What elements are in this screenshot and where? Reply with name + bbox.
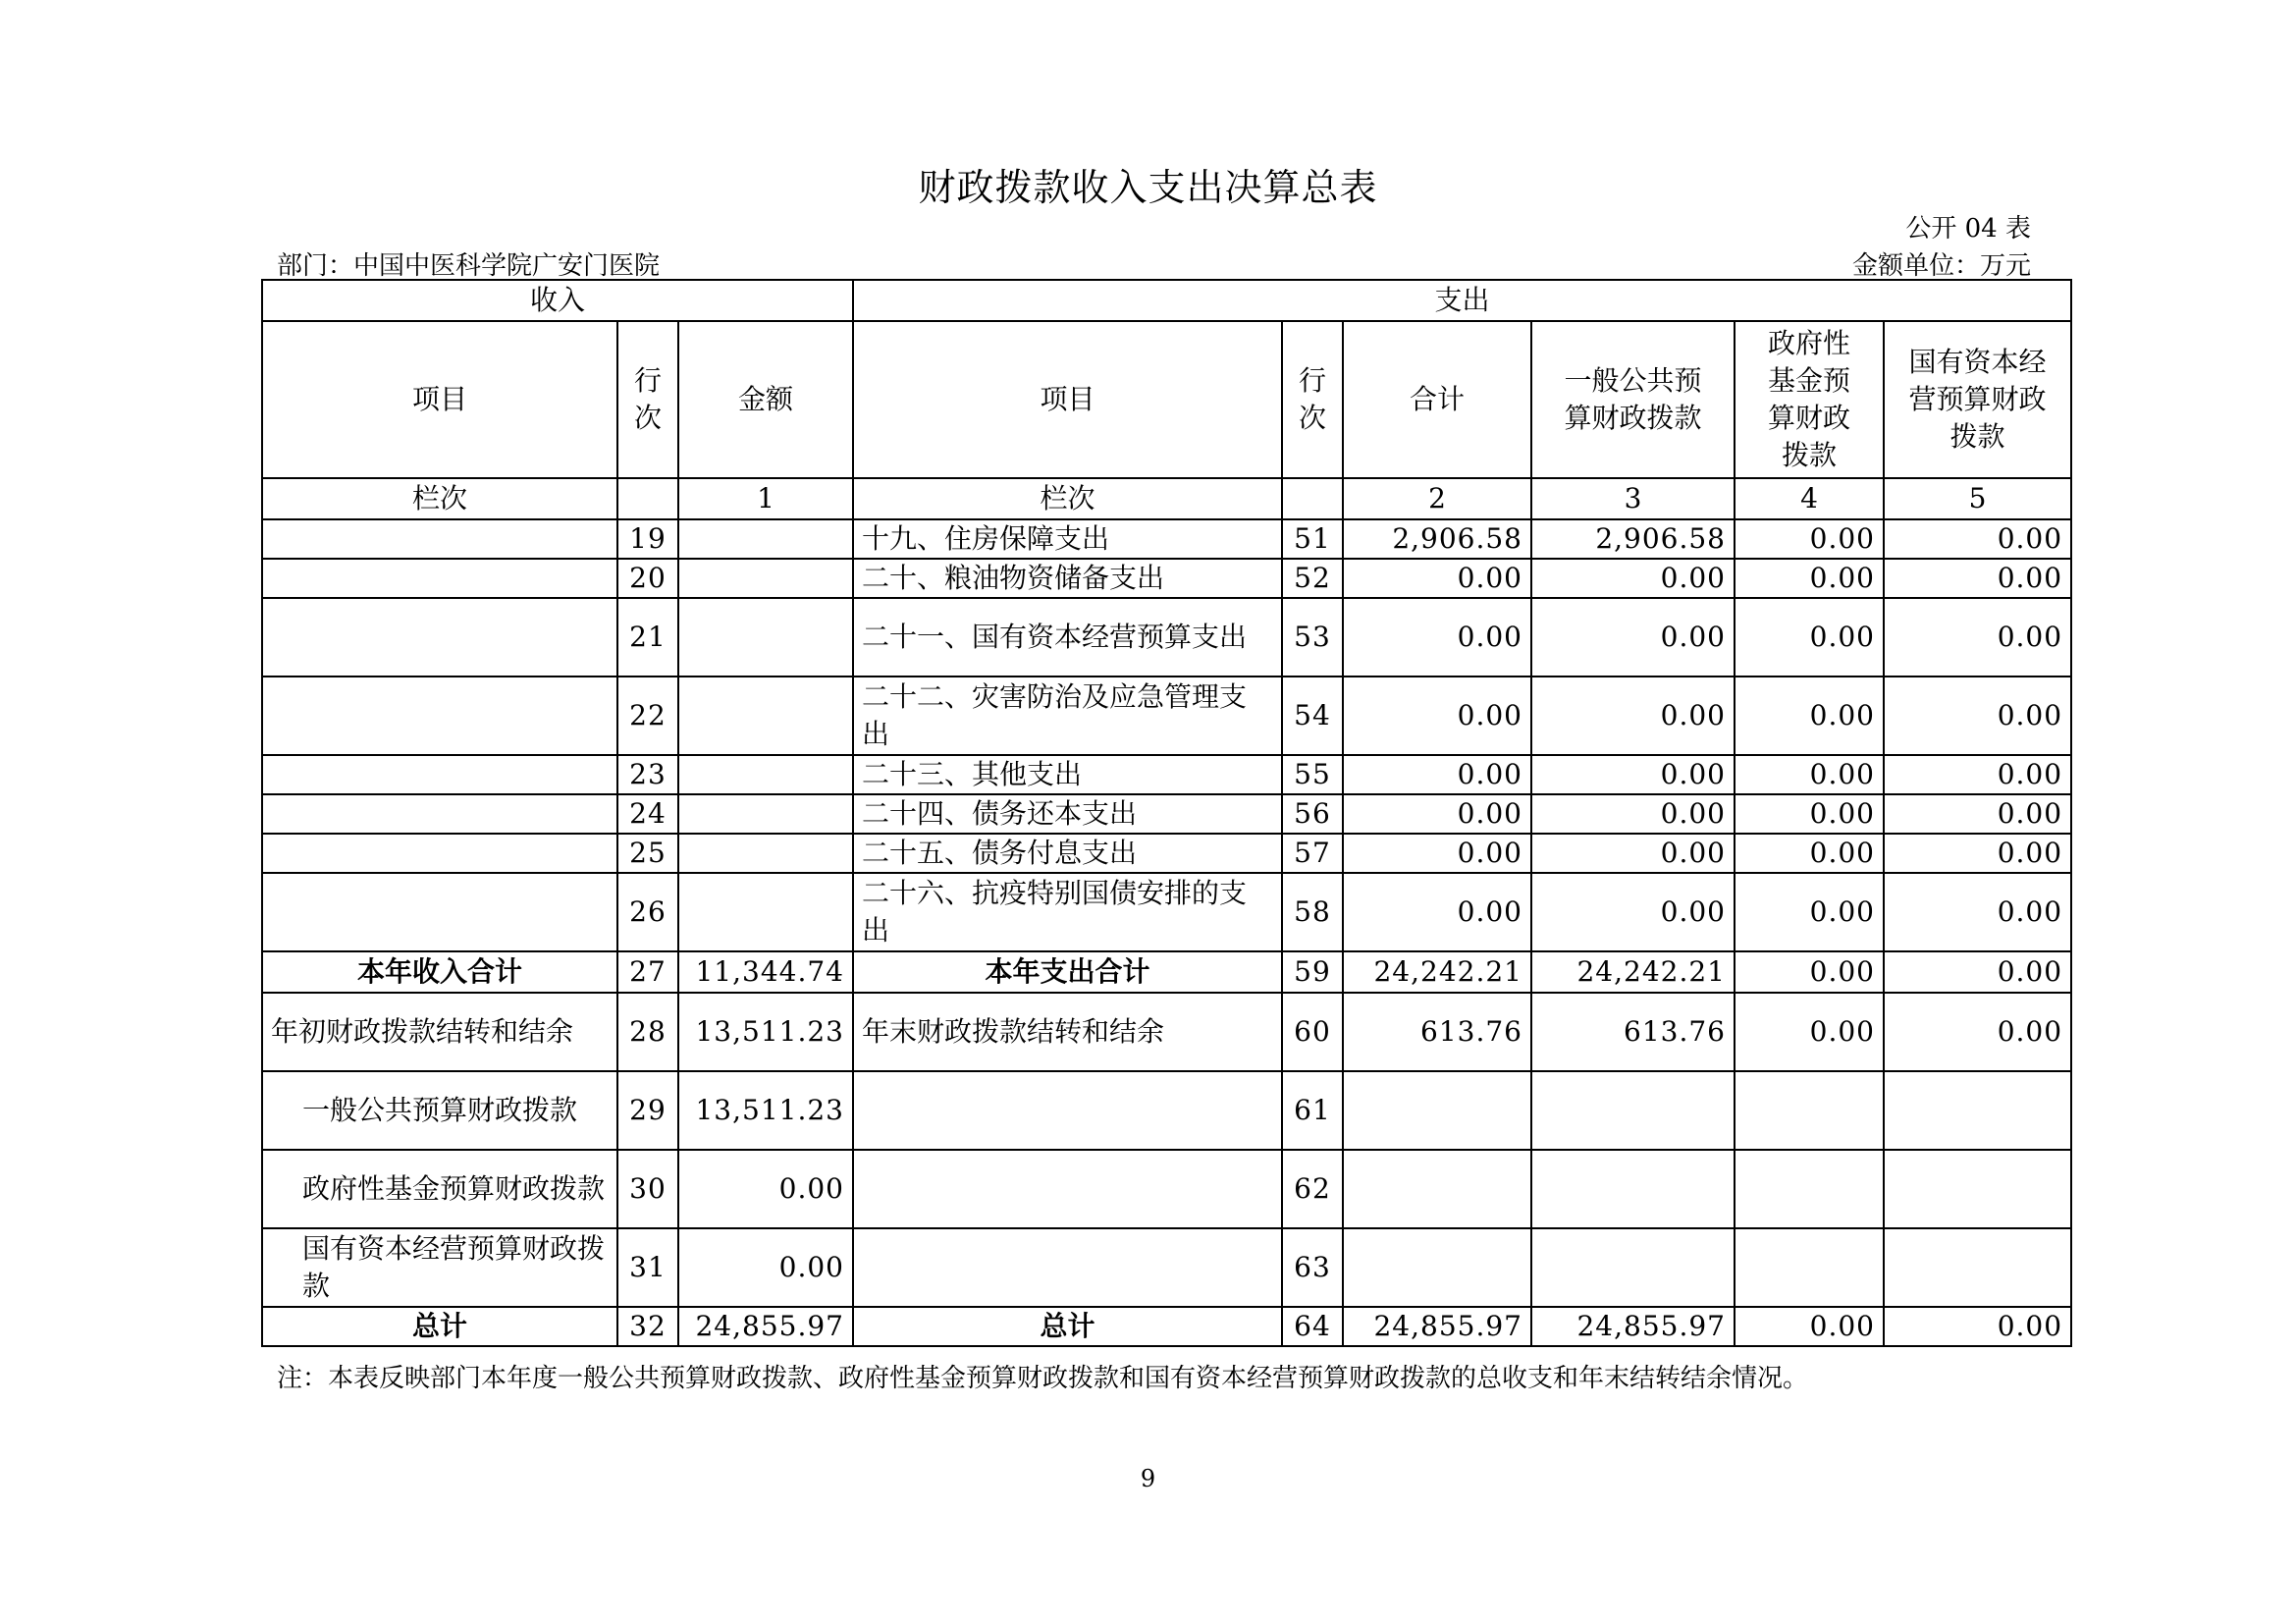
gov-fund-value: 0.00 [1735,559,1884,598]
expense-item: 二十、粮油物资储备支出 [853,559,1282,598]
income-subtotal-label: 本年收入合计 [262,951,617,993]
income-row-no-header: 行次 [617,321,678,478]
total-value: 613.76 [1343,993,1531,1071]
state-capital-value [1884,1228,2071,1307]
income-row-no: 24 [617,794,678,834]
state-capital-header: 国有资本经营预算财政拨款 [1884,321,2071,478]
income-row-no: 20 [617,559,678,598]
gov-fund-value: 0.00 [1735,598,1884,677]
table-row [262,677,2071,755]
total-value [1343,1228,1531,1307]
col-1: 1 [678,478,853,519]
expense-item [853,1150,1282,1228]
state-capital-value: 0.00 [1884,677,2071,755]
expense-row-no: 62 [1282,1150,1343,1228]
col-5: 5 [1884,478,2071,519]
expense-row-no: 64 [1282,1307,1343,1346]
col-label-blank [617,478,678,519]
general-value: 0.00 [1531,598,1735,677]
gov-fund-value [1735,1071,1884,1150]
state-capital-value [1884,1071,2071,1150]
table-row [262,598,2071,677]
col-4: 4 [1735,478,1884,519]
income-item [262,559,617,598]
total-value [1343,1071,1531,1150]
header-columns-row [262,321,2071,478]
total-value: 0.00 [1343,873,1531,951]
general-value: 0.00 [1531,559,1735,598]
income-header: 收入 [262,280,853,321]
state-capital-value: 0.00 [1884,873,2071,951]
income-amount [678,755,853,794]
col-2: 2 [1343,478,1531,519]
general-value [1531,1228,1735,1307]
income-amount [678,794,853,834]
income-item [262,598,617,677]
total-header: 合计 [1343,321,1531,478]
income-row-no: 32 [617,1307,678,1346]
income-amount: 0.00 [678,1228,853,1307]
income-row-no: 23 [617,755,678,794]
budget-table [261,279,2072,1347]
gov-fund-value: 0.00 [1735,1307,1884,1346]
exp-col-label: 栏次 [853,478,1282,519]
state-capital-value: 0.00 [1884,834,2071,873]
state-capital-value: 0.00 [1884,755,2071,794]
page-number: 9 [1140,1465,1156,1492]
income-row-no: 26 [617,873,678,951]
gov-fund-header: 政府性基金预算财政拨款 [1735,321,1884,478]
unit-label: 金额单位：万元 [1851,251,2031,281]
income-row-no: 25 [617,834,678,873]
grand-total-row [262,1307,2071,1346]
page-title: 财政拨款收入支出决算总表 [918,166,1378,209]
expense-row-no: 60 [1282,993,1343,1071]
expense-row-no: 59 [1282,951,1343,993]
table-row [262,834,2071,873]
general-value [1531,1071,1735,1150]
expense-row-no-header: 行次 [1282,321,1343,478]
expense-grand-total-label: 总计 [853,1307,1282,1346]
table-row [262,873,2071,951]
income-item [262,519,617,559]
general-value [1531,1150,1735,1228]
income-amount: 13,511.23 [678,993,853,1071]
gov-fund-value: 0.00 [1735,993,1884,1071]
table-row [262,559,2071,598]
gov-fund-value: 0.00 [1735,519,1884,559]
gov-fund-value [1735,1150,1884,1228]
income-item-header: 项目 [262,321,617,478]
general-budget-header: 一般公共预算财政拨款 [1531,321,1735,478]
gov-fund-value: 0.00 [1735,834,1884,873]
table-number: 公开 04 表 [1905,214,2031,244]
table-row [262,1150,2071,1228]
income-item [262,873,617,951]
subtotal-row [262,951,2071,993]
table-row [262,794,2071,834]
general-value: 0.00 [1531,834,1735,873]
income-amount [678,559,853,598]
expense-item: 二十六、抗疫特别国债安排的支出 [853,873,1282,951]
total-value: 2,906.58 [1343,519,1531,559]
income-item [262,794,617,834]
income-amount: 13,511.23 [678,1071,853,1150]
income-amount [678,519,853,559]
income-item [262,834,617,873]
income-row-no: 31 [617,1228,678,1307]
income-row-no: 22 [617,677,678,755]
income-item: 政府性基金预算财政拨款 [262,1150,617,1228]
table-row [262,1228,2071,1307]
income-amount: 24,855.97 [678,1307,853,1346]
expense-item: 二十一、国有资本经营预算支出 [853,598,1282,677]
general-value: 0.00 [1531,677,1735,755]
income-row-no: 27 [617,951,678,993]
col-3: 3 [1531,478,1735,519]
income-amount [678,677,853,755]
income-item [262,755,617,794]
table-row [262,993,2071,1071]
income-item [262,677,617,755]
expense-item: 年末财政拨款结转和结余 [853,993,1282,1071]
total-value: 0.00 [1343,755,1531,794]
income-amount [678,834,853,873]
expense-item [853,1071,1282,1150]
gov-fund-value: 0.00 [1735,677,1884,755]
state-capital-value: 0.00 [1884,1307,2071,1346]
general-value: 0.00 [1531,873,1735,951]
income-item: 年初财政拨款结转和结余 [262,993,617,1071]
gov-fund-value: 0.00 [1735,755,1884,794]
general-value: 24,242.21 [1531,951,1735,993]
income-amount [678,598,853,677]
income-amount-header: 金额 [678,321,853,478]
income-amount: 0.00 [678,1150,853,1228]
expense-header: 支出 [853,280,2071,321]
expense-row-no: 55 [1282,755,1343,794]
expense-subtotal-label: 本年支出合计 [853,951,1282,993]
expense-item: 二十四、债务还本支出 [853,794,1282,834]
total-value: 0.00 [1343,834,1531,873]
state-capital-value: 0.00 [1884,559,2071,598]
state-capital-value: 0.00 [1884,794,2071,834]
state-capital-value: 0.00 [1884,598,2071,677]
gov-fund-value: 0.00 [1735,794,1884,834]
expense-row-no: 63 [1282,1228,1343,1307]
column-index-row [262,478,2071,519]
table-row [262,1071,2071,1150]
state-capital-value: 0.00 [1884,993,2071,1071]
total-value: 0.00 [1343,794,1531,834]
income-amount [678,873,853,951]
general-value: 613.76 [1531,993,1735,1071]
income-row-no: 29 [617,1071,678,1150]
general-value: 24,855.97 [1531,1307,1735,1346]
footnote: 注：本表反映部门本年度一般公共预算财政拨款、政府性基金预算财政拨款和国有资本经营预算财政拨款的总收支和年末结转结余情况。 [277,1364,1809,1393]
expense-item: 二十二、灾害防治及应急管理支出 [853,677,1282,755]
state-capital-value: 0.00 [1884,519,2071,559]
expense-row-no: 56 [1282,794,1343,834]
expense-item-header: 项目 [853,321,1282,478]
income-grand-total-label: 总计 [262,1307,617,1346]
expense-row-no: 57 [1282,834,1343,873]
general-value: 0.00 [1531,755,1735,794]
total-value: 0.00 [1343,559,1531,598]
expense-row-no: 52 [1282,559,1343,598]
total-value: 0.00 [1343,677,1531,755]
expense-item [853,1228,1282,1307]
expense-item: 二十三、其他支出 [853,755,1282,794]
expense-item: 二十五、债务付息支出 [853,834,1282,873]
total-value: 0.00 [1343,598,1531,677]
expense-row-no: 51 [1282,519,1343,559]
income-row-no: 19 [617,519,678,559]
col-label: 栏次 [262,478,617,519]
gov-fund-value: 0.00 [1735,873,1884,951]
income-item: 一般公共预算财政拨款 [262,1071,617,1150]
income-row-no: 21 [617,598,678,677]
general-value: 0.00 [1531,794,1735,834]
expense-row-no: 54 [1282,677,1343,755]
header-section-row [262,280,2071,321]
expense-item: 十九、住房保障支出 [853,519,1282,559]
expense-row-no: 53 [1282,598,1343,677]
gov-fund-value [1735,1228,1884,1307]
exp-col-label-blank [1282,478,1343,519]
total-value: 24,242.21 [1343,951,1531,993]
income-row-no: 30 [617,1150,678,1228]
income-item: 国有资本经营预算财政拨款 [262,1228,617,1307]
gov-fund-value: 0.00 [1735,951,1884,993]
income-row-no: 28 [617,993,678,1071]
department-label: 部门：中国中医科学院广安门医院 [277,251,661,281]
state-capital-value: 0.00 [1884,951,2071,993]
expense-row-no: 61 [1282,1071,1343,1150]
income-amount: 11,344.74 [678,951,853,993]
general-value: 2,906.58 [1531,519,1735,559]
table-row [262,755,2071,794]
state-capital-value [1884,1150,2071,1228]
expense-row-no: 58 [1282,873,1343,951]
table-row [262,519,2071,559]
total-value: 24,855.97 [1343,1307,1531,1346]
total-value [1343,1150,1531,1228]
